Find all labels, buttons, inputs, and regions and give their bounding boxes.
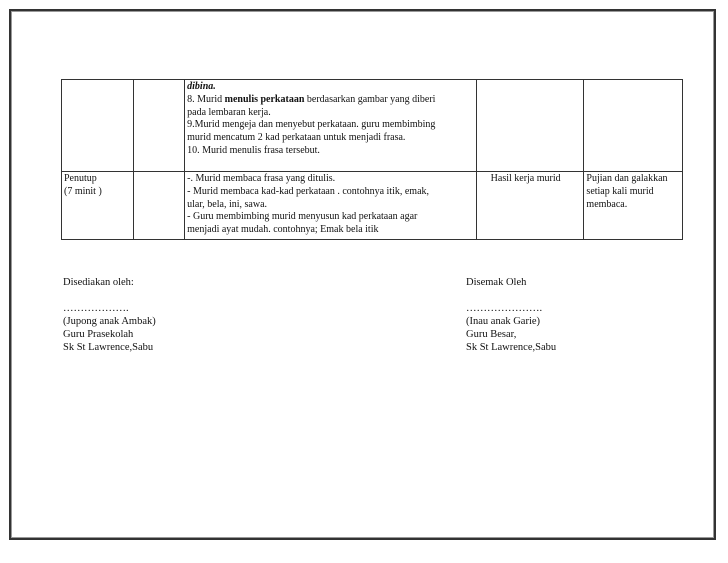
signature-dots: ………………. — [63, 303, 129, 314]
activity-line: dibina. — [187, 81, 216, 92]
checked-by-heading: Disemak Oleh — [466, 277, 527, 288]
stage-cell — [62, 80, 134, 172]
time-cell — [133, 172, 184, 240]
checked-by-block — [466, 276, 556, 354]
signature-dots: …………………. — [466, 303, 543, 314]
prepared-by-block — [63, 276, 156, 354]
activity-line: menjadi ayat mudah. contohnya; Emak bela itik — [187, 224, 379, 236]
activity-line: 9.Murid mengeja dan menyebut perkataan. guru membimbing — [187, 119, 436, 131]
table-row — [62, 172, 683, 240]
activity-line: 10. Murid menulis frasa tersebut. — [187, 144, 320, 156]
prepared-by-heading: Disediakan oleh: — [63, 277, 134, 288]
values-line: Pujian dan galakkan — [586, 173, 668, 184]
values-line: setiap kali murid — [586, 185, 654, 197]
activity-cell — [185, 172, 477, 240]
signer-name: (Jupong anak Ambak) — [63, 316, 156, 327]
values-line: membaca. — [586, 198, 628, 210]
signer-position: Guru Prasekolah — [63, 329, 134, 340]
activity-line: - Murid membaca kad-kad perkataan . contohnya itik, emak, — [187, 185, 430, 197]
evaluation-cell — [476, 172, 584, 240]
activity-line: ular, bela, ini, sawa. — [187, 198, 268, 210]
signer-school: Sk St Lawrence,Sabu — [466, 342, 557, 353]
activity-line: -. Murid membaca frasa yang ditulis. — [187, 173, 336, 184]
table-row — [62, 80, 683, 172]
activity-line: pada lembaran kerja. — [187, 106, 271, 118]
values-cell — [584, 80, 683, 172]
signer-position: Guru Besar, — [466, 329, 517, 340]
activity-cell — [185, 80, 477, 172]
stage-cell — [62, 172, 134, 240]
signer-school: Sk St Lawrence,Sabu — [63, 342, 154, 353]
stage-label: Penutup — [64, 173, 97, 184]
signer-name: (Inau anak Garie) — [466, 316, 541, 327]
stage-time: (7 minit ) — [64, 185, 102, 197]
evaluation-cell — [476, 80, 584, 172]
activity-line: 8. Murid menulis perkataan berdasarkan gambar yang diberi — [187, 93, 436, 105]
evaluation-text: Hasil kerja murid — [490, 173, 561, 184]
values-cell — [584, 172, 683, 240]
time-cell — [133, 80, 184, 172]
lesson-plan-table — [61, 79, 683, 240]
activity-line: murid mencatum 2 kad perkataan untuk menjadi frasa. — [187, 132, 406, 144]
activity-line: - Guru membimbing murid menyusun kad perkataan agar — [187, 211, 418, 223]
